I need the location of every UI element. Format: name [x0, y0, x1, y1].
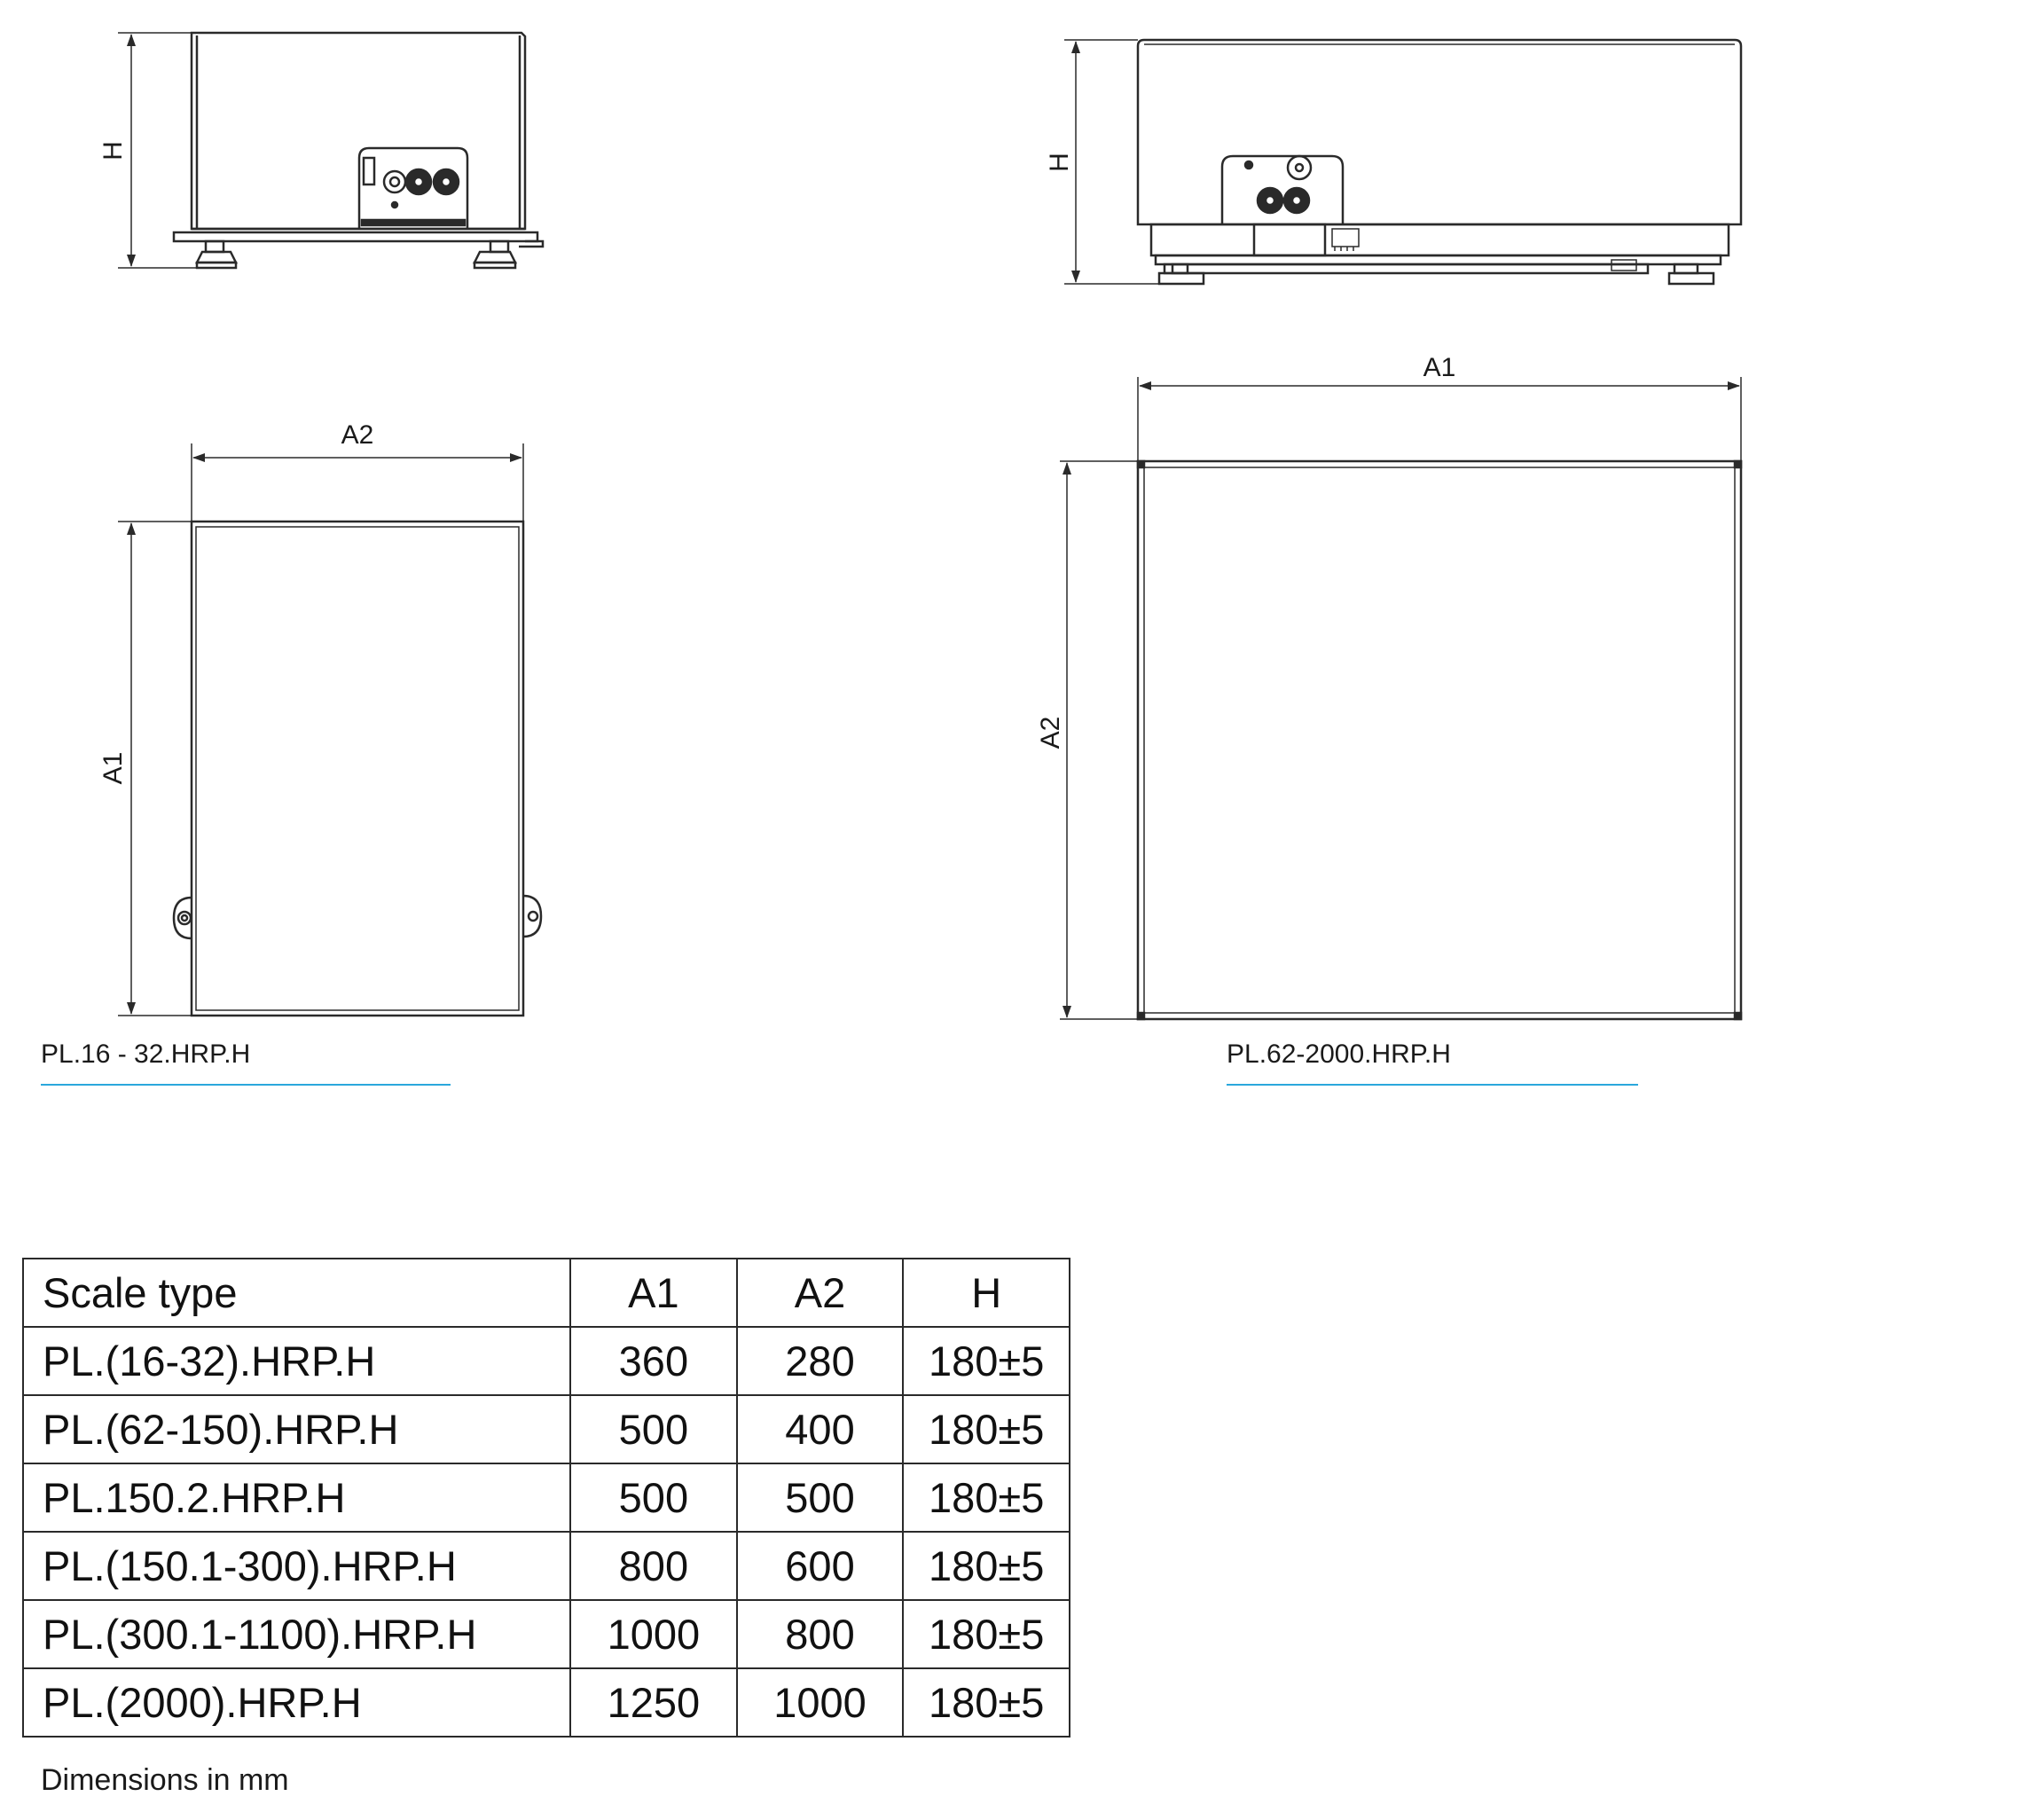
table-row: [23, 1532, 1070, 1600]
small-caption-underline: [41, 1084, 451, 1086]
cell-h: 180±5: [903, 1600, 1070, 1668]
large-top-dim-A2: [1060, 461, 1138, 1019]
table-row: [23, 1600, 1070, 1668]
cell-a1: 800: [570, 1532, 737, 1600]
cell-scale-type: PL.(300.1-1100).HRP.H: [23, 1600, 570, 1668]
table-header-row: [23, 1259, 1070, 1327]
cell-h: 180±5: [903, 1463, 1070, 1532]
cell-scale-type: PL.(150.1-300).HRP.H: [23, 1532, 570, 1600]
dimensions-table: [22, 1258, 1070, 1738]
table-row: [23, 1668, 1070, 1737]
cell-a2: 500: [737, 1463, 904, 1532]
cell-a1: 1000: [570, 1600, 737, 1668]
cell-a1: 500: [570, 1463, 737, 1532]
cell-scale-type: PL.(2000).HRP.H: [23, 1668, 570, 1737]
header-scale-type: Scale type: [23, 1259, 570, 1327]
cell-a1: 1250: [570, 1668, 737, 1737]
cell-a2: 600: [737, 1532, 904, 1600]
cell-a2: 800: [737, 1600, 904, 1668]
table-row: [23, 1395, 1070, 1463]
large-side-H-label: H: [1045, 153, 1074, 172]
small-side-H-label: H: [98, 141, 128, 161]
cell-h: 180±5: [903, 1668, 1070, 1737]
large-caption-underline: [1227, 1084, 1638, 1086]
large-scale-caption: PL.62-2000.HRP.H: [1227, 1039, 1451, 1069]
cell-scale-type: PL.150.2.HRP.H: [23, 1463, 570, 1532]
cell-a1: 360: [570, 1327, 737, 1395]
large-top-dim-A1: [1138, 377, 1741, 461]
large-scale-top-view: [1138, 461, 1741, 1019]
small-top-dim-A2: [192, 443, 523, 522]
cell-a1: 500: [570, 1395, 737, 1463]
small-top-A1-label: A1: [98, 751, 128, 785]
large-side-dim-H: [1064, 40, 1159, 284]
small-scale-caption: PL.16 - 32.HRP.H: [41, 1039, 251, 1069]
cell-h: 180±5: [903, 1327, 1070, 1395]
cell-a2: 1000: [737, 1668, 904, 1737]
cell-scale-type: PL.(16-32).HRP.H: [23, 1327, 570, 1395]
small-top-A2-label: A2: [341, 420, 374, 450]
dimensions-note: Dimensions in mm: [41, 1763, 289, 1797]
small-scale-top-view: [174, 522, 541, 1016]
large-top-A1-label: A1: [1423, 353, 1456, 382]
table-row: [23, 1463, 1070, 1532]
small-top-dim-A1: [118, 522, 192, 1016]
large-scale-side-view: [1138, 40, 1741, 284]
small-scale-side-view: [174, 33, 543, 268]
cell-scale-type: PL.(62-150).HRP.H: [23, 1395, 570, 1463]
cell-a2: 280: [737, 1327, 904, 1395]
header-a1: A1: [570, 1259, 737, 1327]
cell-h: 180±5: [903, 1395, 1070, 1463]
large-top-A2-label: A2: [1036, 716, 1065, 749]
header-h: H: [903, 1259, 1070, 1327]
header-a2: A2: [737, 1259, 904, 1327]
table-row: [23, 1327, 1070, 1395]
cell-h: 180±5: [903, 1532, 1070, 1600]
cell-a2: 400: [737, 1395, 904, 1463]
